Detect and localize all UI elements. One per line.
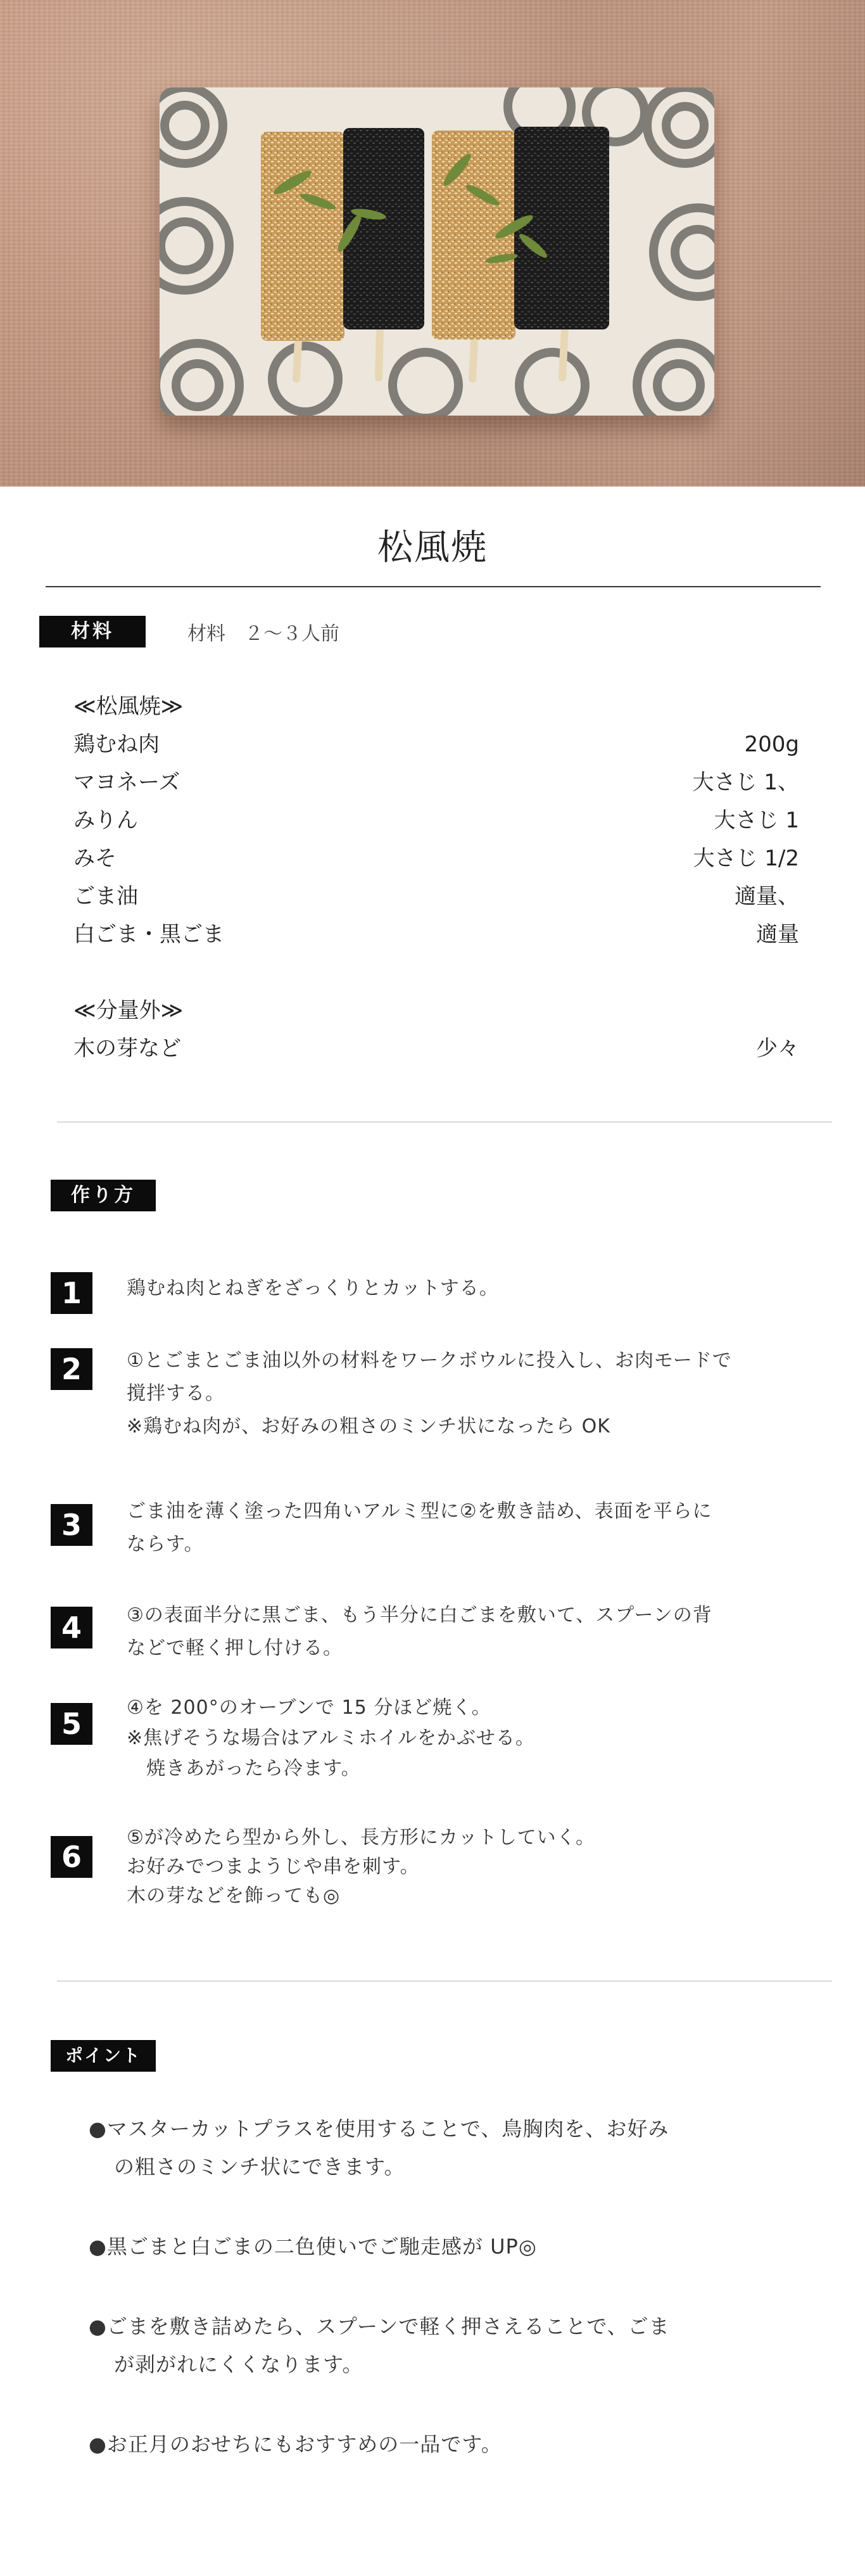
ingredient-row	[73, 992, 799, 1030]
ingredient-row	[73, 763, 799, 801]
step-number: 1	[51, 1272, 92, 1314]
ingredient-list	[73, 687, 799, 1068]
step-text: ごま油を薄く塗った四角いアルミ型に②を敷き詰め、表面を平らに ならす。	[127, 1500, 712, 1555]
tip-item: ●黒ごまと白ごまの二色使いでご馳走感が UP◎	[89, 2235, 537, 2259]
ingredient-name: マヨネーズ	[73, 770, 180, 795]
tips-list	[89, 2110, 798, 2505]
plate-image	[160, 87, 714, 416]
ingredient-qty: 200g	[744, 732, 799, 757]
ingredient-qty: 適量、	[735, 884, 799, 909]
ingredient-qty: 大さじ 1、	[692, 770, 799, 795]
ingredient-name: 木の芽など	[73, 1036, 181, 1061]
ingredient-name: 鶏むね肉	[73, 732, 160, 757]
title-divider	[46, 586, 821, 587]
step-number: 4	[51, 1607, 92, 1648]
method-label: 作り方	[51, 1180, 156, 1211]
tips-label: ポイント	[51, 2040, 156, 2072]
ingredient-row	[73, 877, 799, 915]
ingredient-row	[73, 1030, 799, 1068]
ingredient-row	[73, 801, 799, 839]
ingredient-name: みそ	[73, 846, 117, 871]
step-number: 5	[51, 1703, 92, 1745]
tip-item: ●ごまを敷き詰めたら、スプーンで軽く押さえることで、ごま が剥がれにくくなります。	[89, 2314, 670, 2376]
section-divider	[57, 1121, 832, 1123]
ingredient-name: みりん	[73, 808, 138, 833]
ingredients-label: 材料	[39, 616, 146, 647]
tip-item: ●お正月のおせちにもおすすめの一品です。	[89, 2432, 502, 2456]
ingredient-qty: 少々	[756, 1036, 799, 1061]
step-number: 3	[51, 1504, 92, 1546]
ingredient-row	[73, 725, 799, 763]
step-text: ①とごまとごま油以外の材料をワークボウルに投入し、お肉モードで 撹拌する。 ※鶏むね肉が、お好みの粗さのミンチ状になったら OK	[127, 1349, 732, 1438]
recipe-title: 松風焼	[377, 527, 488, 568]
ingredient-name: ≪分量外≫	[73, 998, 184, 1023]
step-text: ④を 200°のオーブンで 15 分ほど焼く。 ※焦げそうな場合はアルミホイルをかぶせる。 焼きあがったら冷ます。	[127, 1697, 535, 1780]
ingredient-name: ≪松風焼≫	[73, 694, 184, 719]
step-number: 6	[51, 1836, 92, 1878]
ingredient-row	[73, 839, 799, 877]
plate-illustration	[160, 87, 714, 416]
ingredient-qty: 大さじ 1	[714, 808, 799, 833]
step-number: 2	[51, 1348, 92, 1390]
ingredient-name: ごま油	[73, 884, 138, 909]
ingredient-row	[73, 687, 799, 725]
ingredient-qty: 大さじ 1/2	[693, 846, 799, 871]
step-text: ③の表面半分に黒ごま、もう半分に白ごまを敷いて、スプーンの背 などで軽く押し付ける。	[127, 1604, 712, 1659]
section-divider	[57, 1980, 832, 1982]
ingredient-name: 白ごま・黒ごま	[73, 922, 224, 947]
step-text: ⑤が冷めたら型から外し、長方形にカットしていく。 お好みでつまようじや串を刺す。 木の芽などを飾っても◎	[127, 1827, 595, 1907]
servings-text: 材料 ２～３人前	[187, 623, 339, 645]
tip-item: ●マスターカットプラスを使用することで、鳥胸肉を、お好み の粗さのミンチ状にできます。	[89, 2117, 669, 2179]
ingredient-qty: 適量	[756, 922, 799, 947]
step-text: 鶏むね肉とねぎをざっくりとカットする。	[127, 1277, 499, 1299]
ingredient-row	[73, 915, 799, 953]
hero-photo	[0, 0, 865, 487]
